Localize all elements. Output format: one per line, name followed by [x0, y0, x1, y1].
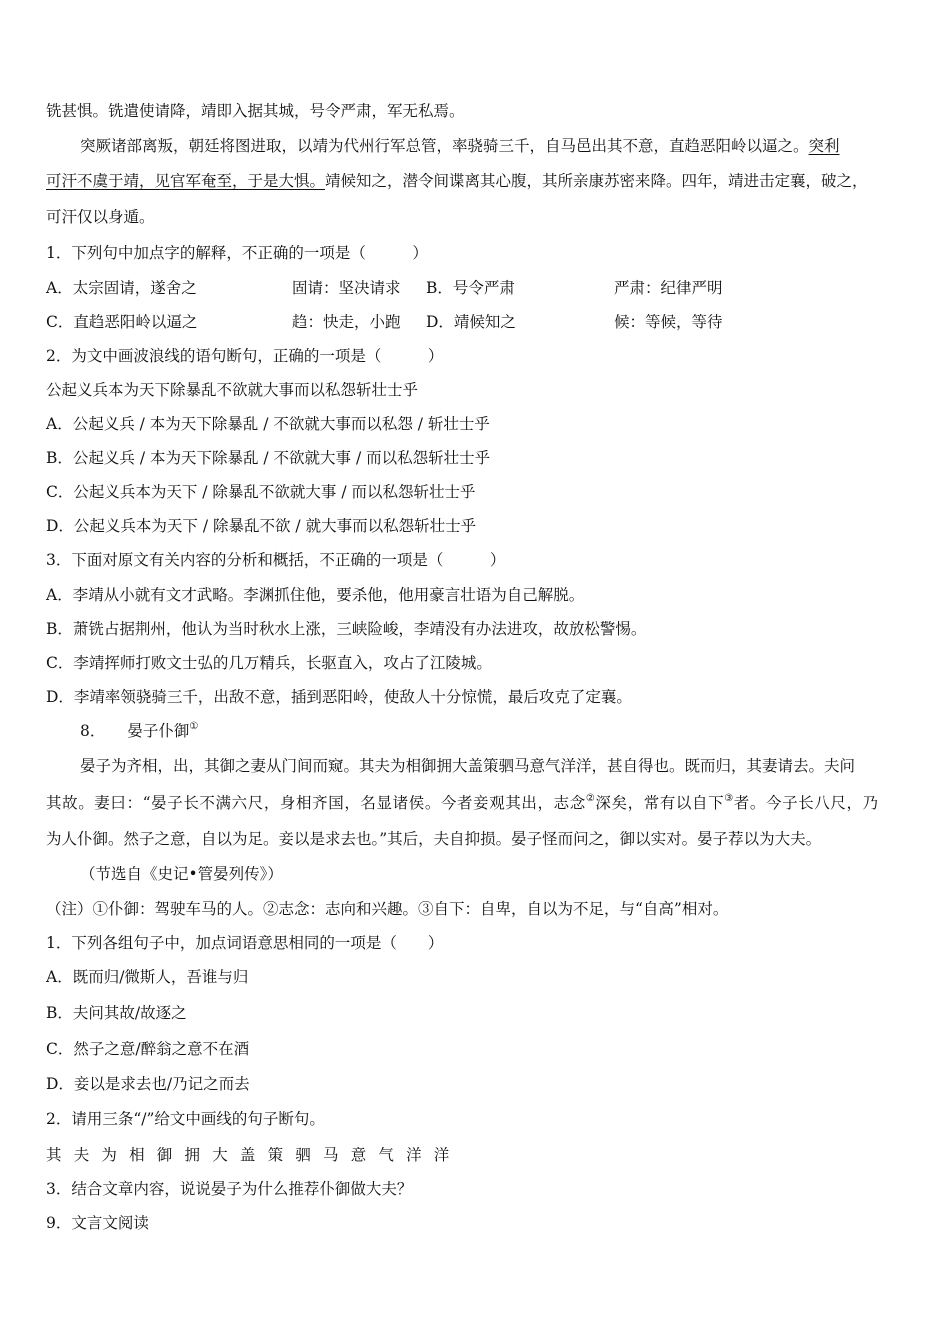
annotation-notes: （注）①仆御：驾驶车马的人。②志念：志向和兴趣。③自下：自卑，自以为不足，与“自高”相对。: [46, 900, 729, 918]
section-heading: [80, 721, 198, 741]
underlined-text: 突利: [808, 137, 840, 155]
question-stem: 3．下面对原文有关内容的分析和概括，不正确的一项是（ ）: [46, 551, 506, 569]
option-d: D．妾以是求去也/乃记之而去: [46, 1075, 250, 1093]
option-b: B．萧铣占据荆州，他认为当时秋水上涨，三峡险峻，李靖没有办法进攻，故放松警惕。: [46, 620, 647, 638]
passage-line: [80, 136, 840, 156]
footnote-marker: ①: [189, 720, 199, 732]
passage-line: 铣甚惧。铣遣使请降，靖即入据其城，号令严肃，军无私焉。: [46, 102, 465, 120]
option-b: B．夫问其故/故逐之: [46, 1004, 187, 1022]
option-d: D．靖候知之: [426, 313, 516, 331]
option-a-explanation: 固请：坚决请求: [292, 279, 401, 297]
option-a: A．公起义兵 / 本为天下除暴乱 / 不欲就大事而以私怨 / 斩壮士乎: [46, 415, 490, 433]
question-stem: 1．下列句中加点字的解释，不正确的一项是（ ）: [46, 244, 428, 262]
passage-line: 晏子为齐相，出，其御之妻从门间而窥。其夫为相御拥大盖策驷马意气洋洋，甚自得也。既而归，其妻请去。夫问: [80, 757, 856, 775]
passage-text: 者。今子长八尺，乃: [733, 794, 879, 812]
question-stem: 2．为文中画波浪线的语句断句，正确的一项是（ ）: [46, 347, 444, 365]
passage-text: 深矣，常有以自下: [595, 794, 725, 812]
footnote-marker: ③: [724, 792, 734, 804]
passage-line: 可汗仅以身遁。: [46, 208, 155, 226]
question-sentence: 其夫为相御拥大盖策驷马意气洋洋: [46, 1146, 462, 1164]
section-heading: 9．文言文阅读: [46, 1214, 149, 1232]
source-citation: （节选自《史记•管晏列传》）: [80, 865, 283, 883]
option-c: C．直趋恶阳岭以逼之: [46, 313, 198, 331]
option-a: A．既而归/微斯人，吾谁与归: [46, 968, 249, 986]
passage-line: [46, 171, 868, 191]
question-stem: 1．下列各组句子中，加点词语意思相同的一项是（ ）: [46, 934, 444, 952]
option-d: D．公起义兵本为天下 / 除暴乱不欲 / 就大事而以私怨斩壮士乎: [46, 517, 477, 535]
option-c: C．公起义兵本为天下 / 除暴乱不欲就大事 / 而以私怨斩壮士乎: [46, 483, 476, 501]
option-b: B．公起义兵 / 本为天下除暴乱 / 不欲就大事 / 而以私怨斩壮士乎: [46, 449, 491, 467]
option-a: A．李靖从小就有文才武略。李渊抓住他，要杀他，他用豪言壮语为自己解脱。: [46, 586, 585, 604]
option-b-explanation: 严肃：纪律严明: [614, 279, 723, 297]
option-d-explanation: 候：等候，等待: [614, 313, 723, 331]
underlined-text: 可汗不虞于靖，见官军奄至，于是大惧。: [46, 172, 326, 190]
option-c-explanation: 趋：快走，小跑: [292, 313, 401, 331]
passage-text: 其故。妻曰：“晏子长不满六尺，身相齐国，名显诸侯。今者妾观其出，志念: [46, 794, 586, 812]
question-sentence: 公起义兵本为天下除暴乱不欲就大事而以私怨斩壮士乎: [46, 381, 419, 399]
section-number: 8．: [80, 722, 106, 740]
option-d: D．李靖率领骁骑三千，出敌不意，插到恶阳岭，使敌人十分惊慌，最后攻克了定襄。: [46, 688, 632, 706]
option-b: B．号令严肃: [426, 279, 515, 297]
passage-line: [46, 793, 879, 813]
passage-text: 突厥诸部离叛，朝廷将图进取，以靖为代州行军总管，率骁骑三千，自马邑出其不意，直趋恶阳岭以逼之。: [80, 137, 809, 155]
section-title: 晏子仆御: [127, 722, 190, 740]
option-c: C．李靖挥师打败文士弘的几万精兵，长驱直入，攻占了江陵城。: [46, 654, 492, 672]
question-stem: 3．结合文章内容，说说晏子为什么推荐仆御做大夫？: [46, 1180, 413, 1198]
footnote-marker: ②: [585, 792, 596, 804]
passage-line: 为人仆御。然子之意，自以为足。妾以是求去也。”其后，夫自抑损。晏子怪而问之，御以实对。晏子荐以为大夫。: [46, 830, 822, 848]
option-a: A．太宗固请，遂舍之: [46, 279, 197, 297]
option-c: C．然子之意/醉翁之意不在酒: [46, 1040, 250, 1058]
passage-text: 靖候知之，潜令间谍离其心腹，其所亲康苏密来降。四年，靖进击定襄，破之，: [325, 172, 868, 190]
question-stem: 2．请用三条“/”给文中画线的句子断句。: [46, 1110, 325, 1128]
